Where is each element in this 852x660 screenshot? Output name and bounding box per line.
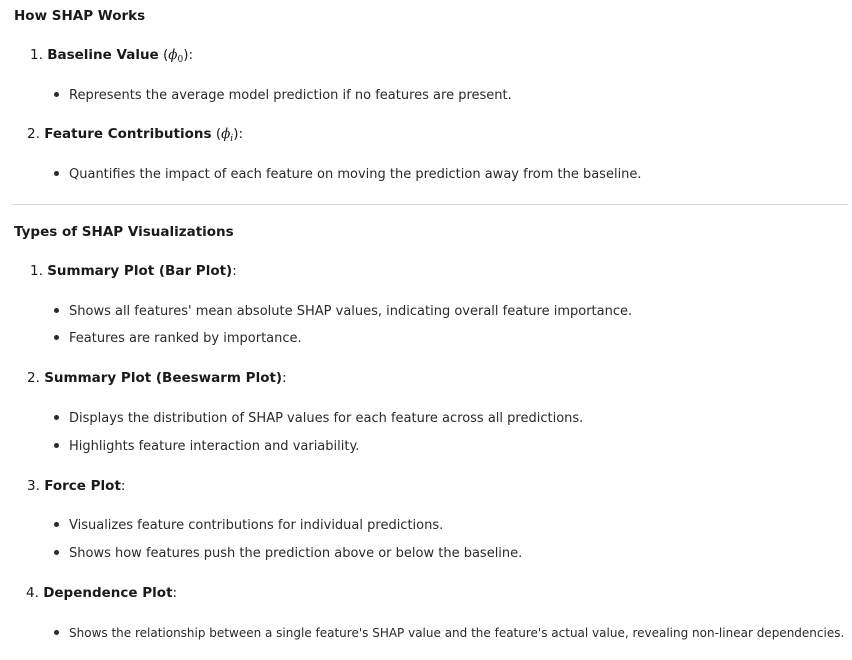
bullet-text: Represents the average model prediction if no features are present. [69,88,512,103]
bullet-text: Highlights feature interaction and variability. [69,439,360,454]
bullet-dot-icon [54,171,59,176]
list-number: 4. [26,585,39,601]
bullet-item [54,518,443,533]
list-number: 1. [30,263,43,279]
list-item-summary-bar-plot: 1. Summary Plot (Bar Plot): [30,263,237,279]
item-label: Force Plot [44,478,121,494]
bullet-item [54,626,844,640]
bullet-item [54,304,632,319]
math-formula: $(\phi_0)$: [163,47,194,65]
bullet-text: Quantifies the impact of each feature on moving the prediction away from the baseline. [69,167,642,182]
bullet-item [54,546,522,561]
bullet-text: Visualizes feature contributions for individual predictions. [69,518,444,533]
math-formula: $(\phi_i)$: [215,126,244,144]
list-number: 2. [27,126,40,142]
item-label: Summary Plot (Beeswarm Plot) [44,370,283,386]
bullet-text: Displays the distribution of SHAP values for each feature across all predictions. [69,411,584,426]
math-symbol: ϕ [221,126,231,142]
bullet-text: Shows all features' mean absolute SHAP values, indicating overall feature importance. [69,304,633,319]
bullet-dot-icon [54,522,59,527]
section-title-how-shap-works: How SHAP Works [14,8,146,24]
bullet-dot-icon [54,92,59,97]
bullet-dot-icon [54,630,59,635]
section-title-types-of-shap-visualizations: Types of SHAP Visualizations [14,224,234,240]
list-item-summary-beeswarm-plot: 2. Summary Plot (Beeswarm Plot): [27,370,287,386]
list-number: 1. [30,47,43,63]
list-item-dependence-plot: 4. Dependence Plot: [26,585,178,601]
math-symbol: ϕ [168,47,178,63]
item-label: Dependence Plot [43,585,173,601]
bullet-dot-icon [54,335,59,340]
section-divider [12,204,848,205]
math-subscript: 0 [177,55,184,65]
item-label: Baseline Value [47,47,159,63]
bullet-dot-icon [54,308,59,313]
list-item-force-plot: 3. Force Plot: [27,478,126,494]
bullet-item [54,331,302,346]
bullet-item [54,439,359,454]
bullet-text: Shows the relationship between a single feature's SHAP value and the feature's actual value, revealing non-linear dependencies. [69,626,845,640]
list-number: 3. [27,478,40,494]
bullet-dot-icon [54,415,59,420]
list-item-feature-contributions [27,126,243,142]
item-label: Summary Plot (Bar Plot) [47,263,233,279]
list-item-baseline-value [30,47,193,63]
bullet-item [54,88,512,103]
item-label: Feature Contributions [44,126,212,142]
bullet-text: Features are ranked by importance. [69,331,302,346]
bullet-text: Shows how features push the prediction above or below the baseline. [69,546,523,561]
bullet-item [54,167,642,182]
bullet-dot-icon [54,443,59,448]
bullet-dot-icon [54,550,59,555]
list-number: 2. [27,370,40,386]
math-subscript: i [230,134,234,144]
bullet-item [54,411,583,426]
